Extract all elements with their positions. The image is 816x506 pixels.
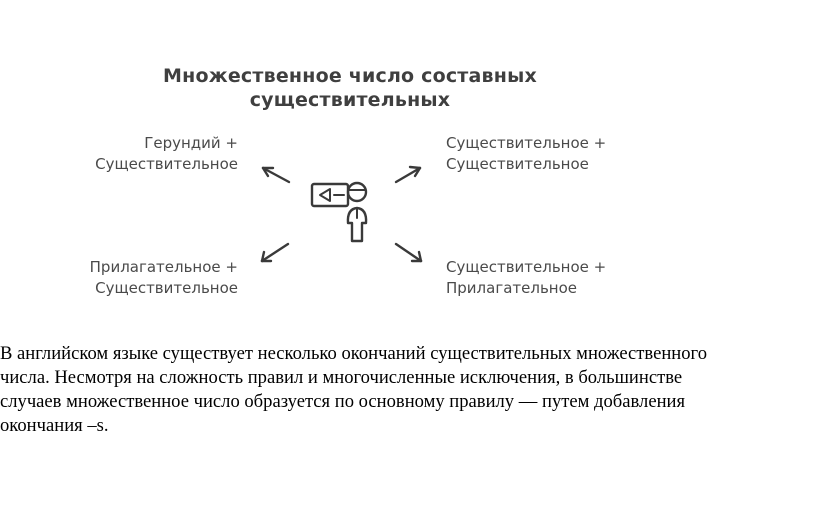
label-noun-adjective-line-1: Существительное + (446, 258, 607, 276)
arrow-down-right-icon (396, 244, 421, 261)
paragraph-line-4: окончания –s. (0, 415, 109, 436)
label-adjective-noun-line-2: Существительное (95, 279, 238, 297)
person-with-banknote-icon (312, 183, 366, 241)
arrow-up-right-icon (396, 167, 420, 182)
body-paragraph (0, 342, 816, 438)
paragraph-line-2: числа. Несмотря на сложность правил и многочисленные исключения, в большинстве (0, 367, 683, 388)
label-gerund-noun-line-1: Герундий + (144, 134, 238, 152)
label-noun-adjective-line-2: Прилагательное (446, 279, 578, 297)
diagram-title-line-2: существительных (249, 89, 451, 111)
diagram-title-line-1: Множественное число составных (163, 65, 537, 87)
label-noun-noun-line-1: Существительное + (446, 134, 607, 152)
arrow-down-left-icon (262, 244, 288, 261)
arrow-up-left-icon (263, 168, 289, 182)
label-noun-noun-line-2: Существительное (446, 155, 589, 173)
label-adjective-noun-line-1: Прилагательное + (89, 258, 238, 276)
paragraph-line-3: случаев множественное число образуется по основному правилу — путем добавления (0, 391, 686, 412)
label-gerund-noun-line-2: Существительное (95, 155, 238, 173)
paragraph-line-1: В английском языке существует несколько окончаний существительных множественного (0, 343, 708, 364)
